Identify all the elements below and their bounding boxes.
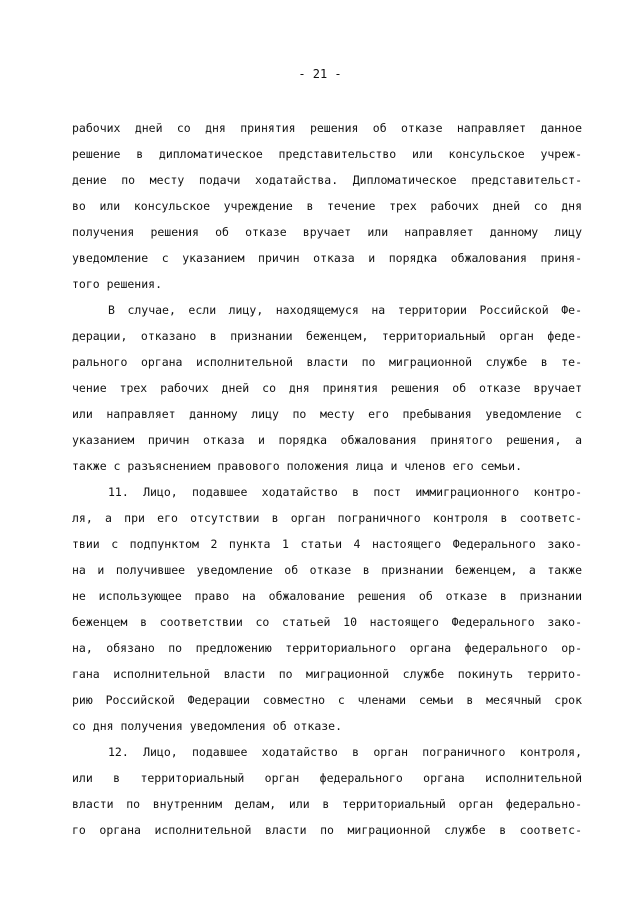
paragraph-1-line-6: уведомление с указанием причин отказа и порядка обжалования приня-	[72, 251, 582, 265]
paragraph-3-line-10: со дня получения уведомления об отказе.	[72, 719, 343, 733]
paragraph-2-line-7: также с разъяснением правового положения лица и членов его семьи.	[72, 459, 523, 473]
paragraph-2-line-3: рального органа исполнительной власти по миграционной службе в те-	[72, 355, 582, 369]
paragraph-1-line-1: рабочих дней со дня принятия решения об отказе направляет данное	[72, 121, 582, 135]
paragraph-4-line-3: власти по внутренним делам, или в территориальный орган федерально-	[72, 797, 582, 811]
paragraph-1-line-7: того решения.	[72, 277, 163, 291]
paragraph-3-line-9: рию Российской Федерации совместно с членами семьи в месячный срок	[72, 693, 582, 707]
paragraph-4-line-1: 12. Лицо, подавшее ходатайство в орган пограничного контроля,	[108, 745, 582, 759]
paragraph-1-line-3: дение по месту подачи ходатайства. Дипломатическое представительст-	[72, 173, 582, 187]
paragraph-3-line-4: на и получившее уведомление об отказе в признании беженцем, а также	[72, 563, 582, 577]
paragraph-3-line-3: твии с подпунктом 2 пункта 1 статьи 4 настоящего Федерального зако-	[72, 537, 582, 551]
page-number: - 21 -	[298, 67, 342, 81]
paragraph-1-line-5: получения решения об отказе вручает или направляет данному лицу	[72, 225, 582, 239]
paragraph-3-line-6: беженцем в соответствии со статьей 10 настоящего Федерального зако-	[72, 615, 582, 629]
paragraph-2-line-1: В случае, если лицу, находящемуся на территории Российской Фе-	[108, 303, 582, 317]
paragraph-3-line-5: не использующее право на обжалование решения об отказе в признании	[72, 589, 582, 603]
paragraph-4-line-4: го органа исполнительной власти по миграционной службе в соответс-	[72, 823, 582, 837]
paragraph-1-line-4: во или консульское учреждение в течение трех рабочих дней со дня	[72, 199, 582, 213]
paragraph-1-line-2: решение в дипломатическое представительство или консульское учреж-	[72, 147, 582, 161]
paragraph-3-line-1: 11. Лицо, подавшее ходатайство в пост иммиграционного контро-	[108, 485, 582, 499]
paragraph-2-line-4: чение трех рабочих дней со дня принятия решения об отказе вручает	[72, 381, 582, 395]
paragraph-4-line-2: или в территориальный орган федерального органа исполнительной	[72, 771, 582, 785]
paragraph-2-line-6: указанием причин отказа и порядка обжалования принятого решения, а	[72, 433, 582, 447]
paragraph-3-line-2: ля, а при его отсутствии в орган пограничного контроля в соответс-	[72, 511, 582, 525]
paragraph-2-line-2: дерации, отказано в признании беженцем, территориальный орган феде-	[72, 329, 582, 343]
paragraph-3-line-8: гана исполнительной власти по миграционной службе покинуть террито-	[72, 667, 582, 681]
paragraph-2-line-5: или направляет данному лицу по месту его пребывания уведомление с	[72, 407, 582, 421]
paragraph-3-line-7: на, обязано по предложению территориального органа федерального ор-	[72, 641, 582, 655]
